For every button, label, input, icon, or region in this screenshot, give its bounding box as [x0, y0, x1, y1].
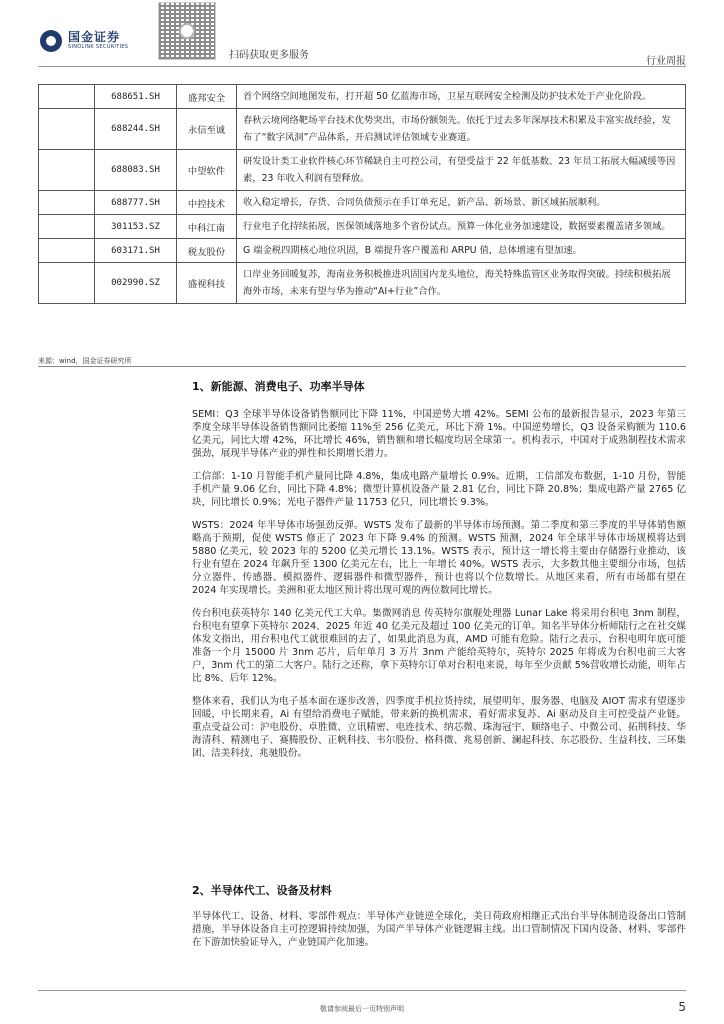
logo-chinese-name: 国金证券	[68, 30, 121, 44]
company-name: 中科江南	[177, 215, 237, 239]
stock-code: 688651.SH	[95, 85, 177, 109]
stock-code: 603171.SH	[95, 239, 177, 263]
stock-code: 688083.SH	[95, 150, 177, 191]
company-description: 首个网络空间地图发布，打开超 50 亿蓝海市场，卫星互联网安全检测及防护技术处于产业化阶段。	[237, 85, 686, 109]
paragraph: SEMI：Q3 全球半导体设备销售额同比下降 11%，中国逆势大增 42%。SEMI 公布的最新报告显示，2023 年第三季度全球半导体设备销售额同比萎缩 11%至 256 亿美元，环比下滑 1%。中国逆势增长，Q3 设备采购额为 110.6 亿美元，同比大增 42%，环比增长 46%，销售额和增长幅度均居全球第一。机构表示，中国对于成熟制程技术需求强劲，展现半导体产业的弹性和长期增长潜力。	[192, 409, 686, 459]
table-row	[39, 239, 686, 263]
table-source: 来源：wind，国金证券研究所	[38, 357, 132, 365]
stock-code: 301153.SZ	[95, 215, 177, 239]
table-row	[39, 109, 686, 150]
stock-table	[38, 84, 686, 304]
paragraph: 传台积电获英特尔 140 亿美元代工大单。集微网消息 传英特尔旗舰处理器 Lunar Lake 将采用台积电 3nm 制程，台积电有望拿下英特尔 2024、2025 年近 40 亿美元及超过 100 亿美元的订单。知名半导体分析师陆行之在社交媒体发文指出，用台积电代工就很难回的去了，如果此消息为真，AMD 可能有危险。陆行之表示，台积电明年底可能准备一个月 15000 片 3nm 芯片，后年单月 3 万片 3nm 产能给英特尔，英特尔 2025 年将成为台积电前三大客户，3nm 代工的第二大客户。陆行之还称，拿下英特尔订单对台积电来说，每年至少贡献 5%营收增长动能，明年占比 8%、后年 12%。	[192, 608, 686, 684]
section-1-heading: 1、新能源、消费电子、功率半导体	[192, 380, 365, 393]
logo-mark-icon	[40, 30, 62, 52]
company-description: 口岸业务回暖复苏，海南业务积极推进巩固国内龙头地位，海关特殊监管区业务取得突破。持续积极拓展海外市场，未来有望与华为推动“AI+行业”合作。	[237, 263, 686, 304]
header-divider	[38, 66, 686, 67]
company-description: 研发设计类工业软件核心环节稀缺自主可控公司，有望受益于 22 年低基数、23 年员工拓展大幅减缓等因素，23 年收入利润有望释放。	[237, 150, 686, 191]
stock-code: 002990.SZ	[95, 263, 177, 304]
paragraph: 半导体代工、设备、材料、零部件观点：半导体产业链逆全球化，美日荷政府相继正式出台半导体制造设备出口管制措施，半导体设备自主可控逻辑持续加强，为国产半导体产业链逻辑主线。出口管制情况下国内设备、材料、零部件在下游加快验证导入，产业链国产化加速。	[192, 911, 686, 948]
company-logo	[40, 30, 128, 52]
table-cell-empty	[39, 109, 95, 150]
section-2	[192, 882, 686, 949]
company-description: 收入稳定增长，存货、合同负债预示在手订单充足，新产品、新场景、新区域拓展顺利。	[237, 191, 686, 215]
table-cell-empty	[39, 191, 95, 215]
logo-english-name: SINOLINK SECURITIES	[68, 44, 129, 50]
stock-code: 688244.SH	[95, 109, 177, 150]
company-name: 盛视科技	[177, 263, 237, 304]
paragraph: 工信部：1-10 月智能手机产量同比降 4.8%，集成电路产量增长 0.9%。近期，工信部发布数据，1-10 月份，智能手机产量 9.06 亿台，同比下降 4.8%；微型计算机设备产量 2.81 亿台，同比下降 20.8%；集成电路产量 2765 亿块，同比增长 0.9%；光电子器件产量 11753 亿只，同比增长 9.3%。	[192, 471, 686, 508]
table-cell-empty	[39, 215, 95, 239]
source-divider	[38, 366, 686, 367]
table-row	[39, 85, 686, 109]
table-cell-empty	[39, 85, 95, 109]
table-row	[39, 150, 686, 191]
section-1	[192, 378, 686, 760]
company-name: 中望软件	[177, 150, 237, 191]
table-cell-empty	[39, 263, 95, 304]
section-2-heading: 2、半导体代工、设备及材料	[192, 884, 332, 897]
qr-caption: 扫码获取更多服务	[229, 50, 309, 61]
page-number: 5	[678, 1000, 686, 1014]
paragraph: WSTS：2024 年半导体市场强劲反弹。WSTS 发布了最新的半导体市场预测。第二季度和第三季度的半导体销售额略高于预期，促使 WSTS 修正了 2023 年下降 9.4% 的预测。WSTS 预测，2024 年全球半导体市场规模将达到 5880 亿美元，较 2023 年的 5200 亿美元增长 13.1%。WSTS 表示，预计这一增长将主要由存储器行业推动，该行业有望在 2024 年飙升至 1300 亿美元左右，比上一年增长 40%。WSTS 表示，大多数其他主要细分市场，包括分立器件、传感器、模拟器件、逻辑器件和微型器件，预计也将以个位数增长。从地区来看，所有市场都有望在 2024 年实现增长。美洲和亚太地区预计将出现可观的两位数同比增长。	[192, 520, 686, 596]
company-description: G 端金税四期核心地位巩固，B 端提升客户覆盖和 ARPU 值，总体增速有望加速。	[237, 239, 686, 263]
footer-disclaimer: 敬请参阅最后一页特别声明	[320, 1005, 404, 1013]
qr-code-icon[interactable]	[158, 2, 216, 60]
paragraph: 整体来看，我们认为电子基本面在逐步改善，四季度手机拉货持续，展望明年，服务器、电脑及 AIOT 需求有望逐步回暖，中长期来看，Ai 有望给消费电子赋能，带来新的换机需求，看好需求复苏、Ai 驱动及自主可控受益产业链。重点受益公司：沪电股份、卓胜微、立讯精密、电连技术、纳芯微、珠海冠宇、顺络电子、中微公司、拓荆科技、华海清科、精测电子、赛腾股份、正帆科技、韦尔股份、格科微、兆易创新、澜起科技、东芯股份、生益科技、三环集团、洁美科技、兆驰股份。	[192, 696, 686, 759]
table-cell-empty	[39, 150, 95, 191]
footer-divider	[38, 990, 686, 991]
page-header	[0, 0, 724, 70]
report-type-label: 行业周报	[646, 56, 686, 67]
company-description: 春秋云境网络靶场平台技术优势突出，市场份额领先。依托于过去多年深厚技术积累及丰富实战经验，发布了“数字风洞”产品体系，开启测试评估领域专业赛道。	[237, 109, 686, 150]
table-cell-empty	[39, 239, 95, 263]
company-description: 行业电子化持续拓展，医保领域落地多个省份试点。预算一体化业务加速建设，数据要素覆盖诸多领域。	[237, 215, 686, 239]
company-name: 永信至诚	[177, 109, 237, 150]
company-name: 税友股份	[177, 239, 237, 263]
table-row	[39, 215, 686, 239]
company-name: 中控技术	[177, 191, 237, 215]
table-row	[39, 263, 686, 304]
company-name: 盛邦安全	[177, 85, 237, 109]
stock-code: 688777.SH	[95, 191, 177, 215]
table-row	[39, 191, 686, 215]
